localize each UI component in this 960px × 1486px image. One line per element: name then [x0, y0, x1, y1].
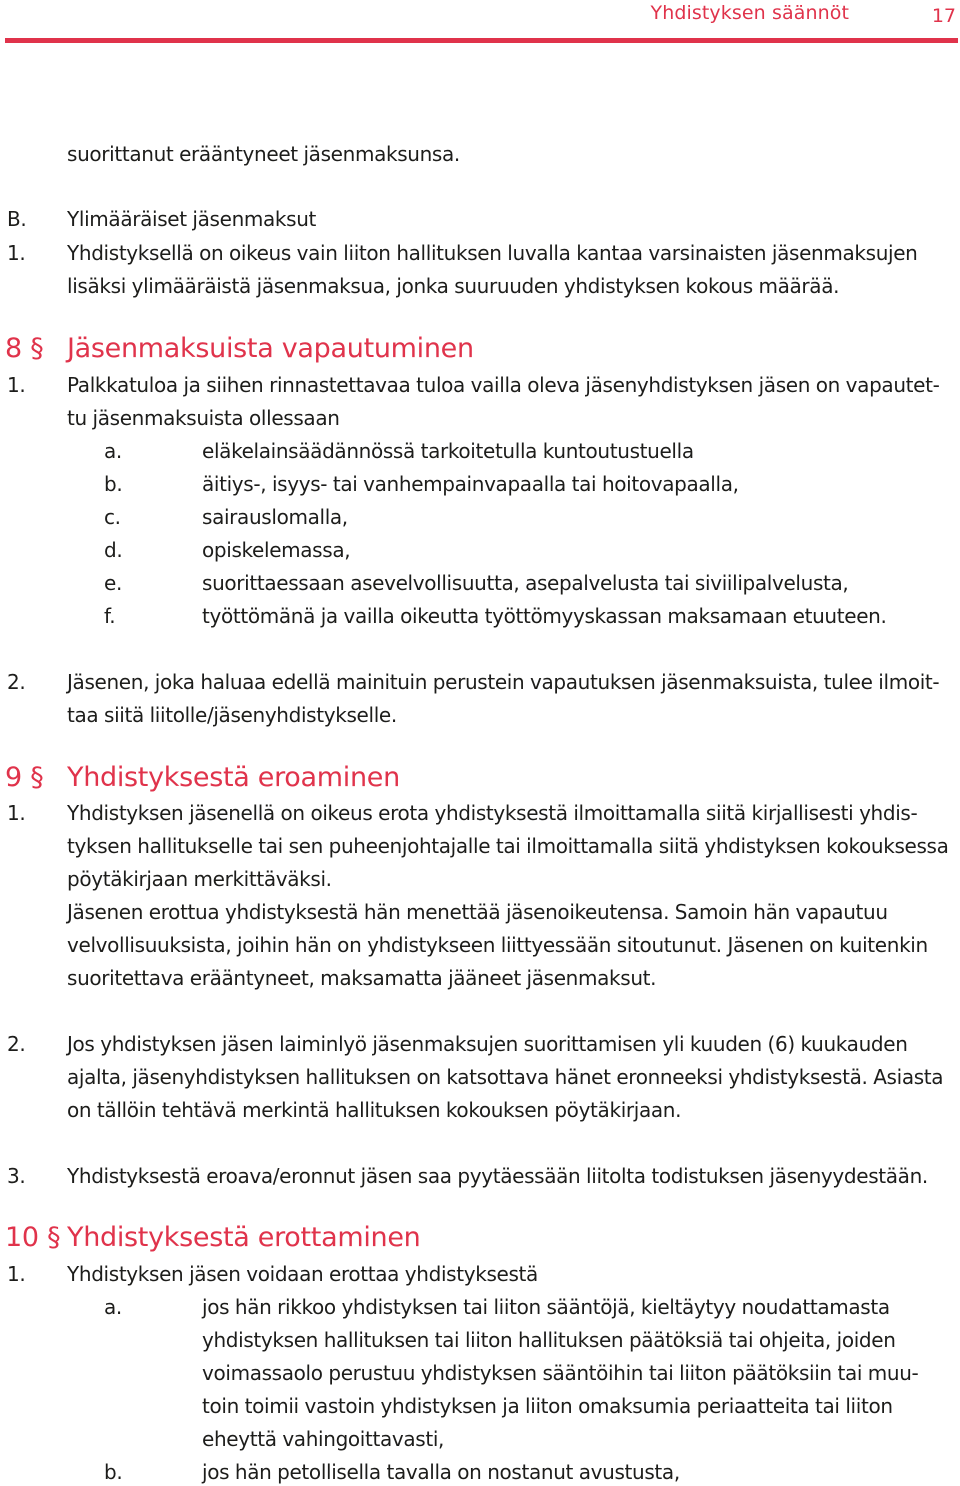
running-title: Yhdistyksen säännöt [650, 2, 849, 24]
subitem-line: voimassaolo perustuu yhdistyksen sääntöihin tai liiton päätöksiin tai muu- [202, 1361, 919, 1385]
subitem-text: eläkelainsäädännössä tarkoitetulla kuntoutustuella [202, 439, 694, 463]
subitem-text: suorittaessaan asevelvollisuutta, asepalvelusta tai siviilipalvelusta, [202, 571, 849, 595]
subitem-label: f. [104, 604, 116, 628]
section-b-title: Ylimääräiset jäsenmaksut [67, 207, 317, 231]
subitem-text: työttömänä ja vailla oikeutta työttömyyskassan maksamaan etuuteen. [202, 604, 887, 628]
section-symbol: § [30, 762, 44, 793]
section-9-heading [5, 762, 400, 794]
item-number: 3. [7, 1164, 26, 1188]
paragraph-line: lisäksi ylimääräistä jäsenmaksua, jonka suuruuden yhdistyksen kokous määrää. [67, 274, 840, 298]
section-symbol: § [30, 333, 44, 364]
section-number: 9 [5, 762, 22, 793]
paragraph-line: taa siitä liitolle/jäsenyhdistykselle. [67, 703, 397, 727]
section-10-heading [5, 1222, 420, 1254]
paragraph-line: Jos yhdistyksen jäsen laiminlyö jäsenmaksujen suorittamisen yli kuuden (6) kuukauden [67, 1032, 908, 1056]
section-title: Yhdistyksestä erottaminen [67, 1222, 421, 1253]
paragraph-line: Yhdistyksestä eroava/eronnut jäsen saa pyytäessään liitolta todistuksen jäsenyydestään. [67, 1164, 928, 1188]
paragraph-line: Yhdistyksellä on oikeus vain liiton hallituksen luvalla kantaa varsinaisten jäsenmaksujen [67, 241, 918, 265]
section-8-heading [5, 333, 474, 365]
paragraph-line: velvollisuuksista, joihin hän on yhdistykseen liittyessään sitoutunut. Jäsenen on kuitenkin [67, 933, 928, 957]
section-number: 10 [5, 1222, 39, 1253]
item-number: 1. [7, 1262, 26, 1286]
subitem-line: yhdistyksen hallituksen tai liiton hallituksen päätöksiä tai ohjeita, joiden [202, 1328, 896, 1352]
subitem-label: a. [104, 439, 122, 463]
subitem-text: äitiys-, isyys- tai vanhempainvapaalla tai hoitovapaalla, [202, 472, 739, 496]
section-title: Yhdistyksestä eroaminen [67, 762, 400, 793]
paragraph-line: pöytäkirjaan merkittäväksi. [67, 867, 332, 891]
subitem-label: c. [104, 505, 121, 529]
subitem-label: b. [104, 472, 123, 496]
section-b-label: B. [7, 207, 27, 231]
subitem-label: b. [104, 1460, 123, 1484]
section-title: Jäsenmaksuista vapautuminen [67, 333, 474, 364]
paragraph-line: Jäsenen erottua yhdistyksestä hän menettää jäsenoikeutensa. Samoin hän vapautuu [67, 900, 888, 924]
item-number: 1. [7, 373, 26, 397]
paragraph-line: tu jäsenmaksuista ollessaan [67, 406, 340, 430]
subitem-line: toin toimii vastoin yhdistyksen ja liiton omaksumia periaatteita tai liiton [202, 1394, 893, 1418]
page-number: 17 [931, 5, 956, 27]
continuation-line: suorittanut erääntyneet jäsenmaksunsa. [67, 142, 460, 166]
header-rule [5, 38, 958, 43]
subitem-line: jos hän petollisella tavalla on nostanut avustusta, [202, 1460, 680, 1484]
paragraph-line: tyksen hallitukselle tai sen puheenjohtajalle tai ilmoittamalla siitä yhdistyksen kokouksessa [67, 834, 949, 858]
section-number: 8 [5, 333, 22, 364]
paragraph-line: Palkkatuloa ja siihen rinnastettavaa tuloa vailla oleva jäsenyhdistyksen jäsen on vapautet- [67, 373, 940, 397]
subitem-label: d. [104, 538, 123, 562]
paragraph-line: on tällöin tehtävä merkintä hallituksen kokouksen pöytäkirjaan. [67, 1098, 682, 1122]
item-number: 1. [7, 801, 26, 825]
paragraph-line: Yhdistyksen jäsen voidaan erottaa yhdistyksestä [67, 1262, 538, 1286]
page-header [0, 0, 960, 48]
subitem-text: opiskelemassa, [202, 538, 351, 562]
subitem-text: sairauslomalla, [202, 505, 348, 529]
paragraph-line: ajalta, jäsenyhdistyksen hallituksen on katsottava hänet eronneeksi yhdistyksestä. Asiasta [67, 1065, 944, 1089]
paragraph-line: Jäsenen, joka haluaa edellä mainituin perustein vapautuksen jäsenmaksuista, tulee ilmoit- [67, 670, 940, 694]
subitem-line: jos hän rikkoo yhdistyksen tai liiton sääntöjä, kieltäytyy noudattamasta [202, 1295, 890, 1319]
section-b-item-number: 1. [7, 241, 26, 265]
section-symbol: § [47, 1222, 61, 1253]
subitem-label: a. [104, 1295, 122, 1319]
item-number: 2. [7, 1032, 26, 1056]
subitem-label: e. [104, 571, 122, 595]
subitem-line: eheyttä vahingoittavasti, [202, 1427, 445, 1451]
paragraph-line: suoritettava erääntyneet, maksamatta jääneet jäsenmaksut. [67, 966, 657, 990]
item-number: 2. [7, 670, 26, 694]
paragraph-line: Yhdistyksen jäsenellä on oikeus erota yhdistyksestä ilmoittamalla siitä kirjallisesti yhdis- [67, 801, 918, 825]
